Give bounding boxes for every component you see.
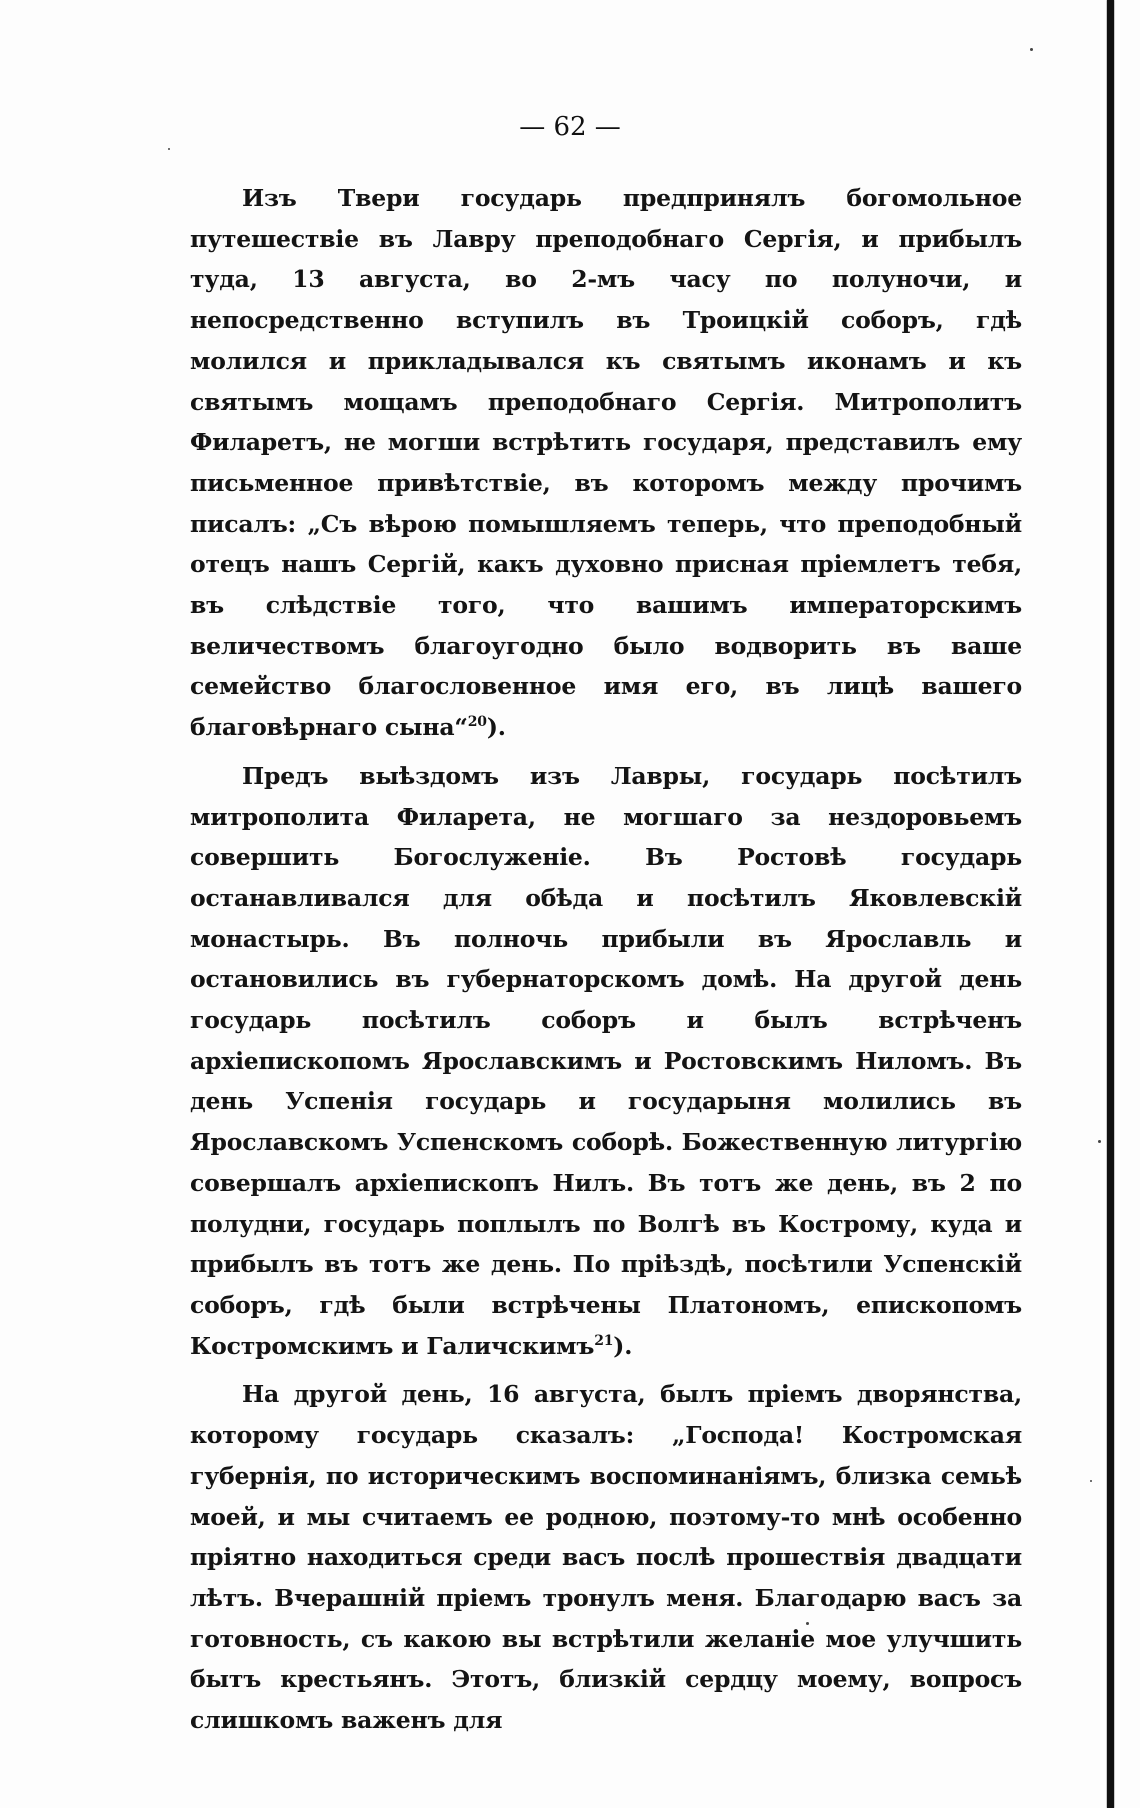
print-speck xyxy=(1098,1140,1101,1143)
paragraph xyxy=(190,178,1022,748)
paragraph xyxy=(190,756,1022,1367)
print-speck xyxy=(1090,1480,1092,1482)
paragraph-text: Предъ выѣздомъ изъ Лавры, государь посѣтилъ митрополита Филарета, не могшаго за нездоровьемъ совершить Богослуженіе. Въ Ростовѣ государь останавливался для обѣда и посѣтилъ Яковлевскій монастырь. Въ полночь прибыли въ Ярославль и остановились въ губернаторскомъ домѣ. На другой день государь посѣтилъ соборъ и былъ встрѣченъ архіепископомъ Ярославскимъ и Ростовскимъ Ниломъ. Въ день Успенія государь и государыня молились въ Ярославскомъ Успенскомъ соборѣ. Божественную литургію совершалъ архіепископъ Нилъ. Въ тотъ же день, въ 2 по полудни, государь поплылъ по Волгѣ въ Кострому, куда и прибылъ въ тотъ же день. По пріѣздѣ, посѣтили Успенскій соборъ, гдѣ были встрѣчены Платономъ, епископомъ Костромскимъ и Галичскимъ xyxy=(190,761,1022,1360)
page-number: — 62 — xyxy=(519,112,621,142)
paragraph xyxy=(190,1374,1022,1740)
paragraph-text: Изъ Твери государь предпринялъ богомольное путешествіе въ Лавру преподобнаго Сергія, и прибылъ туда, 13 августа, во 2-мъ часу по полуночи, и непосредственно вступилъ въ Троицкій соборъ, гдѣ молился и прикладывался къ святымъ иконамъ и къ святымъ мощамъ преподобнаго Сергія. Митрополитъ Филаретъ, не могши встрѣтить государя, представилъ ему письменное привѣтствіе, въ которомъ между прочимъ писалъ: „Съ вѣрою помышляемъ теперь, что преподобный отецъ нашъ Сергій, какъ духовно присная пріемлетъ тебя, въ слѣдствіе того, что вашимъ императорскимъ величествомъ благоугодно было водворить въ ваше семейство благословенное имя его, въ лицѣ вашего благовѣрнаго сына“ xyxy=(190,184,1022,742)
page-body xyxy=(190,178,1022,1749)
page-edge-shadow xyxy=(1107,0,1114,1808)
paragraph-text: На другой день, 16 августа, былъ пріемъ дворянства, которому государь сказалъ: „Господа! Костромская губернія, по историческимъ воспоминаніямъ, близка семьѣ моей, и мы считаемъ ее родною, поэтому-то мнѣ особенно пріятно находиться среди васъ послѣ прошествія двадцати лѣтъ. Вчерашній пріемъ тронулъ меня. Благодарю васъ за готовность, съ какою вы встрѣтили желаніе мое улучшить бытъ крестьянъ. Этотъ, близкій сердцу моему, вопросъ слишкомъ важенъ для xyxy=(190,1380,1022,1735)
footnote-ref: 21 xyxy=(594,1332,614,1349)
print-speck xyxy=(168,148,170,150)
paragraph-tail: ). xyxy=(613,1331,633,1360)
print-speck xyxy=(1030,48,1033,51)
paragraph-tail: ). xyxy=(486,713,506,742)
footnote-ref: 20 xyxy=(467,714,487,731)
